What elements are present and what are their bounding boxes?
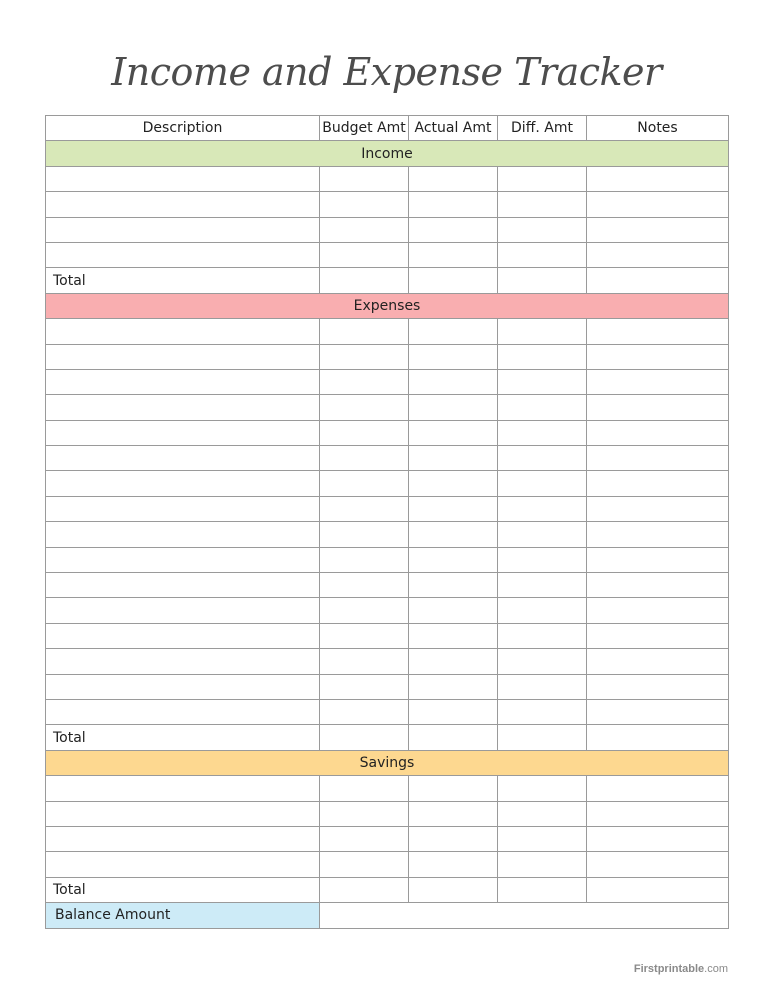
tracker-table bbox=[45, 115, 729, 929]
income-budget-amt-cell[interactable] bbox=[320, 192, 409, 217]
income-entry-row bbox=[46, 166, 729, 191]
expenses-notes-cell[interactable] bbox=[587, 699, 729, 724]
section-label-expenses: Expenses bbox=[46, 293, 729, 318]
expenses-entry-row bbox=[46, 471, 729, 496]
income-total-diff-amt-cell[interactable] bbox=[498, 268, 587, 293]
expenses-budget-amt-cell[interactable] bbox=[320, 522, 409, 547]
savings-actual-amt-cell[interactable] bbox=[409, 801, 498, 826]
savings-notes-cell[interactable] bbox=[587, 776, 729, 801]
expenses-diff-amt-cell[interactable] bbox=[498, 674, 587, 699]
income-notes-cell[interactable] bbox=[587, 242, 729, 267]
savings-diff-amt-cell[interactable] bbox=[498, 852, 587, 877]
expenses-description-cell[interactable] bbox=[46, 649, 320, 674]
expenses-entry-row bbox=[46, 344, 729, 369]
income-total-budget-amt-cell[interactable] bbox=[320, 268, 409, 293]
expenses-diff-amt-cell[interactable] bbox=[498, 496, 587, 521]
income-budget-amt-cell[interactable] bbox=[320, 166, 409, 191]
expenses-actual-amt-cell[interactable] bbox=[409, 674, 498, 699]
expenses-diff-amt-cell[interactable] bbox=[498, 369, 587, 394]
savings-budget-amt-cell[interactable] bbox=[320, 852, 409, 877]
expenses-total-diff-amt-cell[interactable] bbox=[498, 725, 587, 750]
expenses-actual-amt-cell[interactable] bbox=[409, 623, 498, 648]
savings-description-cell[interactable] bbox=[46, 826, 320, 851]
expenses-actual-amt-cell[interactable] bbox=[409, 420, 498, 445]
expenses-description-cell[interactable] bbox=[46, 496, 320, 521]
expenses-actual-amt-cell[interactable] bbox=[409, 446, 498, 471]
expenses-actual-amt-cell[interactable] bbox=[409, 319, 498, 344]
expenses-notes-cell[interactable] bbox=[587, 420, 729, 445]
expenses-notes-cell[interactable] bbox=[587, 369, 729, 394]
income-description-cell[interactable] bbox=[46, 242, 320, 267]
expenses-actual-amt-cell[interactable] bbox=[409, 598, 498, 623]
savings-notes-cell[interactable] bbox=[587, 852, 729, 877]
income-actual-amt-cell[interactable] bbox=[409, 242, 498, 267]
section-label-income: Income bbox=[46, 141, 729, 166]
expenses-description-cell[interactable] bbox=[46, 547, 320, 572]
income-total-row bbox=[46, 268, 729, 293]
column-header-diff-amt: Diff. Amt bbox=[498, 116, 587, 141]
income-actual-amt-cell[interactable] bbox=[409, 217, 498, 242]
expenses-budget-amt-cell[interactable] bbox=[320, 369, 409, 394]
expenses-diff-amt-cell[interactable] bbox=[498, 395, 587, 420]
savings-total-row bbox=[46, 877, 729, 902]
savings-description-cell[interactable] bbox=[46, 801, 320, 826]
expenses-notes-cell[interactable] bbox=[587, 547, 729, 572]
expenses-budget-amt-cell[interactable] bbox=[320, 446, 409, 471]
expenses-entry-row bbox=[46, 699, 729, 724]
expenses-diff-amt-cell[interactable] bbox=[498, 598, 587, 623]
expenses-actual-amt-cell[interactable] bbox=[409, 573, 498, 598]
expenses-notes-cell[interactable] bbox=[587, 319, 729, 344]
column-header-budget-amt: Budget Amt bbox=[320, 116, 409, 141]
expenses-diff-amt-cell[interactable] bbox=[498, 522, 587, 547]
section-header-expenses bbox=[46, 293, 729, 318]
expenses-budget-amt-cell[interactable] bbox=[320, 649, 409, 674]
expenses-actual-amt-cell[interactable] bbox=[409, 699, 498, 724]
column-header-description: Description bbox=[46, 116, 320, 141]
footer-suffix: .com bbox=[704, 963, 728, 975]
expenses-budget-amt-cell[interactable] bbox=[320, 344, 409, 369]
expenses-notes-cell[interactable] bbox=[587, 446, 729, 471]
expenses-actual-amt-cell[interactable] bbox=[409, 649, 498, 674]
income-total-label: Total bbox=[46, 268, 320, 293]
income-budget-amt-cell[interactable] bbox=[320, 242, 409, 267]
income-diff-amt-cell[interactable] bbox=[498, 242, 587, 267]
savings-total-actual-amt-cell[interactable] bbox=[409, 877, 498, 902]
section-label-savings: Savings bbox=[46, 750, 729, 775]
income-description-cell[interactable] bbox=[46, 192, 320, 217]
balance-row bbox=[46, 903, 729, 928]
column-header-actual-amt: Actual Amt bbox=[409, 116, 498, 141]
income-entry-row bbox=[46, 217, 729, 242]
expenses-entry-row bbox=[46, 649, 729, 674]
expenses-actual-amt-cell[interactable] bbox=[409, 496, 498, 521]
savings-diff-amt-cell[interactable] bbox=[498, 826, 587, 851]
expenses-description-cell[interactable] bbox=[46, 471, 320, 496]
savings-entry-row bbox=[46, 801, 729, 826]
savings-notes-cell[interactable] bbox=[587, 801, 729, 826]
expenses-notes-cell[interactable] bbox=[587, 395, 729, 420]
expenses-budget-amt-cell[interactable] bbox=[320, 699, 409, 724]
expenses-budget-amt-cell[interactable] bbox=[320, 547, 409, 572]
income-entry-row bbox=[46, 242, 729, 267]
expenses-description-cell[interactable] bbox=[46, 344, 320, 369]
savings-entry-row bbox=[46, 776, 729, 801]
savings-budget-amt-cell[interactable] bbox=[320, 826, 409, 851]
expenses-entry-row bbox=[46, 420, 729, 445]
income-description-cell[interactable] bbox=[46, 217, 320, 242]
footer-brand: Firstprintable bbox=[633, 963, 705, 975]
expenses-budget-amt-cell[interactable] bbox=[320, 420, 409, 445]
balance-amount-label: Balance Amount bbox=[46, 903, 320, 928]
expenses-actual-amt-cell[interactable] bbox=[409, 344, 498, 369]
expenses-diff-amt-cell[interactable] bbox=[498, 446, 587, 471]
balance-amount-value-cell[interactable] bbox=[320, 903, 729, 928]
expenses-entry-row bbox=[46, 623, 729, 648]
income-actual-amt-cell[interactable] bbox=[409, 166, 498, 191]
income-entry-row bbox=[46, 192, 729, 217]
expenses-diff-amt-cell[interactable] bbox=[498, 649, 587, 674]
expenses-budget-amt-cell[interactable] bbox=[320, 623, 409, 648]
section-header-income bbox=[46, 141, 729, 166]
page-title: Income and Expense Tracker bbox=[111, 50, 662, 94]
expenses-description-cell[interactable] bbox=[46, 598, 320, 623]
header-row bbox=[46, 116, 729, 141]
expenses-entry-row bbox=[46, 522, 729, 547]
expenses-actual-amt-cell[interactable] bbox=[409, 547, 498, 572]
expenses-budget-amt-cell[interactable] bbox=[320, 573, 409, 598]
expenses-budget-amt-cell[interactable] bbox=[320, 598, 409, 623]
section-header-savings bbox=[46, 750, 729, 775]
expenses-description-cell[interactable] bbox=[46, 420, 320, 445]
expenses-description-cell[interactable] bbox=[46, 699, 320, 724]
expenses-diff-amt-cell[interactable] bbox=[498, 344, 587, 369]
savings-budget-amt-cell[interactable] bbox=[320, 801, 409, 826]
expenses-notes-cell[interactable] bbox=[587, 344, 729, 369]
expenses-notes-cell[interactable] bbox=[587, 522, 729, 547]
expenses-entry-row bbox=[46, 573, 729, 598]
expenses-diff-amt-cell[interactable] bbox=[498, 471, 587, 496]
savings-total-budget-amt-cell[interactable] bbox=[320, 877, 409, 902]
expenses-description-cell[interactable] bbox=[46, 623, 320, 648]
income-budget-amt-cell[interactable] bbox=[320, 217, 409, 242]
expenses-notes-cell[interactable] bbox=[587, 573, 729, 598]
savings-actual-amt-cell[interactable] bbox=[409, 826, 498, 851]
income-description-cell[interactable] bbox=[46, 166, 320, 191]
expenses-entry-row bbox=[46, 446, 729, 471]
expenses-description-cell[interactable] bbox=[46, 573, 320, 598]
savings-entry-row bbox=[46, 852, 729, 877]
expenses-diff-amt-cell[interactable] bbox=[498, 319, 587, 344]
tracker-body bbox=[46, 141, 729, 928]
expenses-total-row bbox=[46, 725, 729, 750]
expenses-budget-amt-cell[interactable] bbox=[320, 319, 409, 344]
income-total-actual-amt-cell[interactable] bbox=[409, 268, 498, 293]
expenses-entry-row bbox=[46, 598, 729, 623]
expenses-diff-amt-cell[interactable] bbox=[498, 573, 587, 598]
expenses-entry-row bbox=[46, 496, 729, 521]
savings-diff-amt-cell[interactable] bbox=[498, 801, 587, 826]
expenses-entry-row bbox=[46, 547, 729, 572]
savings-diff-amt-cell[interactable] bbox=[498, 776, 587, 801]
expenses-description-cell[interactable] bbox=[46, 395, 320, 420]
savings-total-notes-cell[interactable] bbox=[587, 877, 729, 902]
savings-total-diff-amt-cell[interactable] bbox=[498, 877, 587, 902]
income-actual-amt-cell[interactable] bbox=[409, 192, 498, 217]
expenses-notes-cell[interactable] bbox=[587, 496, 729, 521]
expenses-description-cell[interactable] bbox=[46, 319, 320, 344]
column-header-notes: Notes bbox=[587, 116, 729, 141]
expenses-budget-amt-cell[interactable] bbox=[320, 496, 409, 521]
expenses-total-actual-amt-cell[interactable] bbox=[409, 725, 498, 750]
savings-actual-amt-cell[interactable] bbox=[409, 852, 498, 877]
income-notes-cell[interactable] bbox=[587, 217, 729, 242]
expenses-budget-amt-cell[interactable] bbox=[320, 674, 409, 699]
footer-credit bbox=[634, 963, 728, 975]
income-notes-cell[interactable] bbox=[587, 166, 729, 191]
expenses-entry-row bbox=[46, 395, 729, 420]
expenses-actual-amt-cell[interactable] bbox=[409, 395, 498, 420]
expenses-actual-amt-cell[interactable] bbox=[409, 471, 498, 496]
expenses-total-label: Total bbox=[46, 725, 320, 750]
savings-notes-cell[interactable] bbox=[587, 826, 729, 851]
expenses-description-cell[interactable] bbox=[46, 674, 320, 699]
expenses-notes-cell[interactable] bbox=[587, 623, 729, 648]
income-diff-amt-cell[interactable] bbox=[498, 166, 587, 191]
income-diff-amt-cell[interactable] bbox=[498, 217, 587, 242]
savings-budget-amt-cell[interactable] bbox=[320, 776, 409, 801]
expenses-diff-amt-cell[interactable] bbox=[498, 547, 587, 572]
expenses-entry-row bbox=[46, 674, 729, 699]
expenses-notes-cell[interactable] bbox=[587, 598, 729, 623]
savings-actual-amt-cell[interactable] bbox=[409, 776, 498, 801]
expenses-notes-cell[interactable] bbox=[587, 471, 729, 496]
expenses-actual-amt-cell[interactable] bbox=[409, 522, 498, 547]
expenses-description-cell[interactable] bbox=[46, 522, 320, 547]
savings-description-cell[interactable] bbox=[46, 776, 320, 801]
income-notes-cell[interactable] bbox=[587, 192, 729, 217]
savings-entry-row bbox=[46, 826, 729, 851]
expenses-total-budget-amt-cell[interactable] bbox=[320, 725, 409, 750]
expenses-entry-row bbox=[46, 369, 729, 394]
expenses-actual-amt-cell[interactable] bbox=[409, 369, 498, 394]
expenses-budget-amt-cell[interactable] bbox=[320, 395, 409, 420]
expenses-notes-cell[interactable] bbox=[587, 674, 729, 699]
expenses-description-cell[interactable] bbox=[46, 446, 320, 471]
expenses-total-notes-cell[interactable] bbox=[587, 725, 729, 750]
expenses-diff-amt-cell[interactable] bbox=[498, 420, 587, 445]
expenses-diff-amt-cell[interactable] bbox=[498, 623, 587, 648]
expenses-budget-amt-cell[interactable] bbox=[320, 471, 409, 496]
expenses-description-cell[interactable] bbox=[46, 369, 320, 394]
expenses-entry-row bbox=[46, 319, 729, 344]
savings-total-label: Total bbox=[46, 877, 320, 902]
savings-description-cell[interactable] bbox=[46, 852, 320, 877]
income-diff-amt-cell[interactable] bbox=[498, 192, 587, 217]
expenses-diff-amt-cell[interactable] bbox=[498, 699, 587, 724]
expenses-notes-cell[interactable] bbox=[587, 649, 729, 674]
income-total-notes-cell[interactable] bbox=[587, 268, 729, 293]
